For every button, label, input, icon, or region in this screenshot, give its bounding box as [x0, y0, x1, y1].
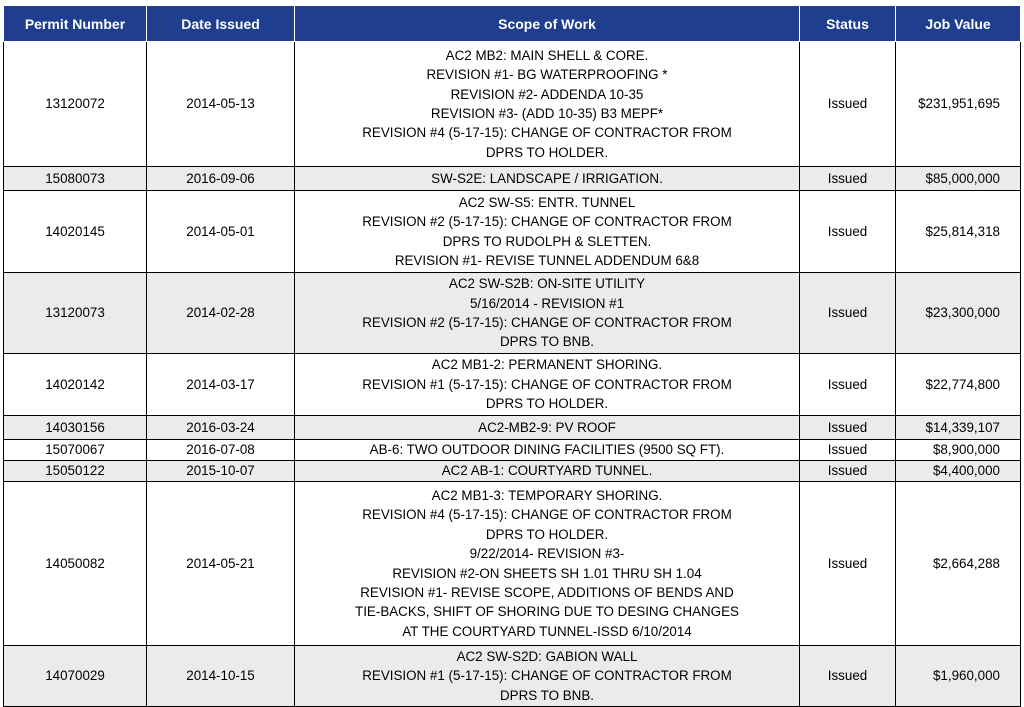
scope-of-work-cell	[295, 440, 800, 461]
permit-number-cell: 15080073	[4, 167, 147, 191]
permit-number-cell: 13120073	[4, 273, 147, 354]
scope-line: REVISION #2-ON SHEETS SH 1.01 THRU SH 1.04	[392, 565, 702, 581]
scope-line: AC2 AB-1: COURTYARD TUNNEL.	[441, 463, 653, 479]
scope-line: DPRS TO HOLDER.	[485, 526, 609, 542]
permit-number-cell: 15070067	[4, 440, 147, 461]
column-header-permit-number: Permit Number	[4, 6, 147, 42]
scope-line: AC2 SW-S2D: GABION WALL	[456, 648, 638, 664]
table-row	[4, 646, 1021, 707]
permit-number-cell: 15050122	[4, 461, 147, 482]
scope-line: REVISION #1 (5-17-15): CHANGE OF CONTRACTOR FROM	[362, 376, 732, 392]
date-issued-cell: 2014-05-21	[147, 482, 295, 646]
job-value-cell: $14,339,107	[896, 416, 1021, 440]
scope-line: DPRS TO HOLDER.	[485, 396, 609, 412]
column-header-job-value: Job Value	[896, 6, 1021, 42]
scope-line: REVISION #1- REVISE TUNNEL ADDENDUM 6&8	[394, 252, 700, 268]
status-cell: Issued	[800, 416, 896, 440]
scope-of-work-cell	[295, 42, 800, 167]
scope-line: AC2-MB2-9: PV ROOF	[478, 419, 616, 435]
status-cell: Issued	[800, 273, 896, 354]
date-issued-cell: 2014-10-15	[147, 646, 295, 707]
date-issued-cell: 2014-05-01	[147, 191, 295, 273]
job-value-cell: $1,960,000	[896, 646, 1021, 707]
job-value-cell: $231,951,695	[896, 42, 1021, 167]
scope-line: REVISION #1- BG WATERPROOFING *	[426, 67, 668, 83]
scope-line: DPRS TO BNB.	[499, 687, 594, 703]
scope-of-work-cell	[295, 646, 800, 707]
column-header-status: Status	[800, 6, 896, 42]
scope-line: REVISION #2 (5-17-15): CHANGE OF CONTRACTOR FROM	[362, 315, 732, 330]
permit-number-cell: 14020145	[4, 191, 147, 273]
header-row	[4, 6, 1021, 42]
scope-of-work-cell	[295, 416, 800, 440]
status-cell: Issued	[800, 440, 896, 461]
scope-line: 5/16/2014 - REVISION #1	[469, 295, 625, 311]
scope-line: AC2 MB2: MAIN SHELL & CORE.	[445, 47, 649, 63]
permits-table	[3, 5, 1021, 707]
scope-line: REVISION #2- ADDENDA 10-35	[450, 86, 644, 102]
scope-line: REVISION #4 (5-17-15): CHANGE OF CONTRACTOR FROM	[362, 507, 732, 523]
scope-line: REVISION #1 (5-17-15): CHANGE OF CONTRACTOR FROM	[362, 668, 732, 684]
job-value-cell: $22,774,800	[896, 354, 1021, 416]
date-issued-cell: 2015-10-07	[147, 461, 295, 482]
date-issued-cell: 2016-03-24	[147, 416, 295, 440]
job-value-cell: $85,000,000	[896, 167, 1021, 191]
scope-line: SW-S2E: LANDSCAPE / IRRIGATION.	[431, 170, 663, 186]
date-issued-cell: 2014-02-28	[147, 273, 295, 354]
table-header	[4, 6, 1021, 42]
table-row	[4, 416, 1021, 440]
scope-line: DPRS TO HOLDER.	[485, 144, 609, 160]
column-header-scope-of-work: Scope of Work	[295, 6, 800, 42]
scope-line: REVISION #4 (5-17-15): CHANGE OF CONTRACTOR FROM	[362, 125, 732, 141]
job-value-cell: $8,900,000	[896, 440, 1021, 461]
scope-line: TIE-BACKS, SHIFT OF SHORING DUE TO DESING CHANGES	[355, 604, 739, 620]
table-row	[4, 461, 1021, 482]
date-issued-cell: 2016-09-06	[147, 167, 295, 191]
scope-of-work-cell	[295, 461, 800, 482]
date-issued-cell: 2014-05-13	[147, 42, 295, 167]
scope-line: DPRS TO BNB.	[499, 334, 594, 350]
scope-line: AC2 SW-S5: ENTR. TUNNEL	[458, 194, 636, 210]
status-cell: Issued	[800, 482, 896, 646]
status-cell: Issued	[800, 42, 896, 167]
table-row	[4, 42, 1021, 167]
status-cell: Issued	[800, 167, 896, 191]
permit-number-cell: 14020142	[4, 354, 147, 416]
job-value-cell: $23,300,000	[896, 273, 1021, 354]
permit-number-cell: 13120072	[4, 42, 147, 167]
scope-of-work-cell	[295, 354, 800, 416]
table-row	[4, 167, 1021, 191]
scope-of-work-cell	[295, 273, 800, 354]
job-value-cell: $4,400,000	[896, 461, 1021, 482]
table-body	[4, 42, 1021, 707]
job-value-cell: $25,814,318	[896, 191, 1021, 273]
status-cell: Issued	[800, 191, 896, 273]
scope-line: DPRS TO RUDOLPH & SLETTEN.	[442, 233, 652, 249]
scope-line: 9/22/2014- REVISION #3-	[469, 546, 625, 562]
column-header-date-issued: Date Issued	[147, 6, 295, 42]
scope-line: AB-6: TWO OUTDOOR DINING FACILITIES (9500 SQ FT).	[369, 442, 725, 458]
scope-line: AC2 MB1-2: PERMANENT SHORING.	[431, 357, 663, 373]
scope-of-work-cell	[295, 191, 800, 273]
job-value-cell: $2,664,288	[896, 482, 1021, 646]
scope-of-work-cell	[295, 482, 800, 646]
table-row	[4, 440, 1021, 461]
table-row	[4, 191, 1021, 273]
status-cell: Issued	[800, 646, 896, 707]
permit-number-cell: 14070029	[4, 646, 147, 707]
scope-line: REVISION #1- REVISE SCOPE, ADDITIONS OF BENDS AND	[360, 584, 734, 600]
scope-line: AT THE COURTYARD TUNNEL-ISSD 6/10/2014	[402, 623, 692, 639]
status-cell: Issued	[800, 461, 896, 482]
scope-of-work-cell	[295, 167, 800, 191]
permit-number-cell: 14030156	[4, 416, 147, 440]
scope-line: REVISION #3- (ADD 10-35) B3 MEPF*	[430, 106, 664, 121]
permit-number-cell: 14050082	[4, 482, 147, 646]
date-issued-cell: 2016-07-08	[147, 440, 295, 461]
table-row	[4, 273, 1021, 354]
scope-line: REVISION #2 (5-17-15): CHANGE OF CONTRACTOR FROM	[362, 214, 732, 230]
status-cell: Issued	[800, 354, 896, 416]
scope-line: AC2 SW-S2B: ON-SITE UTILITY	[448, 276, 646, 292]
scope-line: AC2 MB1-3: TEMPORARY SHORING.	[431, 487, 663, 503]
table-row	[4, 354, 1021, 416]
table-row	[4, 482, 1021, 646]
date-issued-cell: 2014-03-17	[147, 354, 295, 416]
